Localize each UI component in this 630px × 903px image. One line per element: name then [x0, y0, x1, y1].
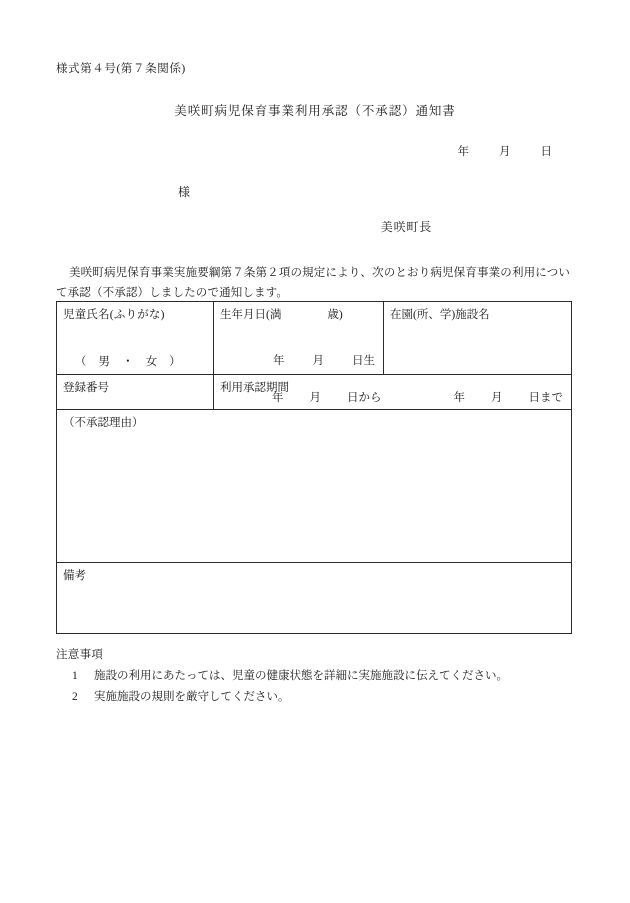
form-number: 様式第４号(第７条関係) — [56, 63, 186, 75]
cell-approval-period — [214, 375, 572, 410]
birthdate-label-prefix: 生年月日(満 — [220, 309, 282, 321]
cell-facility — [384, 302, 572, 375]
issue-date-line — [0, 143, 570, 159]
table-row-registration-period — [57, 375, 572, 410]
note-item-number: 2 — [72, 691, 78, 703]
note-item — [56, 666, 570, 687]
dotted-divider — [57, 374, 213, 375]
period-from-month: 月 — [309, 392, 321, 404]
cell-rejection-reason[interactable] — [57, 410, 572, 563]
remarks-label: 備考 — [63, 570, 86, 582]
cell-birthdate — [214, 302, 384, 375]
issue-date-month: 月 — [499, 146, 511, 158]
gender-selection[interactable]: （ 男 ・ 女 ） — [74, 356, 182, 368]
issuer-name: 美咲町長 — [380, 220, 432, 234]
birthdate-year: 年 — [273, 355, 285, 367]
birthdate-label — [220, 306, 383, 322]
rejection-reason-label: （不承認理由） — [63, 417, 144, 429]
cell-child-name — [57, 302, 214, 375]
registration-number-label: 登録番号 — [63, 382, 109, 394]
table-row-remarks — [57, 563, 572, 634]
document-title: 美咲町病児保育事業利用承認（不承認）通知書 — [174, 104, 456, 118]
period-from-year: 年 — [272, 392, 284, 404]
period-from-day: 日から — [347, 392, 382, 404]
child-name-label: 児童氏名(ふりがな) — [63, 309, 165, 321]
notes-section — [56, 645, 570, 708]
issue-date-day: 日 — [540, 146, 552, 158]
notification-table — [56, 301, 572, 634]
birthdate-month: 月 — [312, 355, 324, 367]
period-to-month: 月 — [491, 392, 503, 404]
note-item-text: 施設の利用にあたっては、児童の健康状態を詳細に実施施設に伝えてください。 — [94, 670, 508, 682]
body-paragraph-text: 美咲町病児保育事業実施要綱第７条第２項の規定により、次のとおり病児保育事業の利用について承認（不承認）しましたので通知します。 — [56, 267, 570, 299]
note-item-number: 1 — [72, 670, 78, 682]
period-to-year: 年 — [453, 392, 465, 404]
addressee-honorific: 様 — [178, 185, 191, 199]
note-item — [56, 687, 570, 708]
table-row-reason — [57, 410, 572, 563]
birthdate-day: 日生 — [352, 355, 375, 367]
period-to-day: 日まで — [528, 392, 563, 404]
cell-remarks[interactable] — [57, 563, 572, 634]
issue-date-year: 年 — [457, 146, 469, 158]
facility-label: 在園(所、学)施設名 — [390, 309, 490, 321]
birthdate-fields[interactable] — [214, 352, 375, 368]
notes-title: 注意事項 — [56, 649, 104, 661]
body-paragraph — [56, 263, 570, 303]
birthdate-label-suffix: 歳) — [327, 309, 343, 321]
table-row-child-info — [57, 302, 572, 375]
cell-registration-number — [57, 375, 214, 410]
approval-period-label: 利用承認期間 — [220, 382, 289, 394]
approval-period-fields[interactable] — [214, 389, 563, 405]
note-item-text: 実施施設の規則を厳守してください。 — [94, 691, 290, 703]
